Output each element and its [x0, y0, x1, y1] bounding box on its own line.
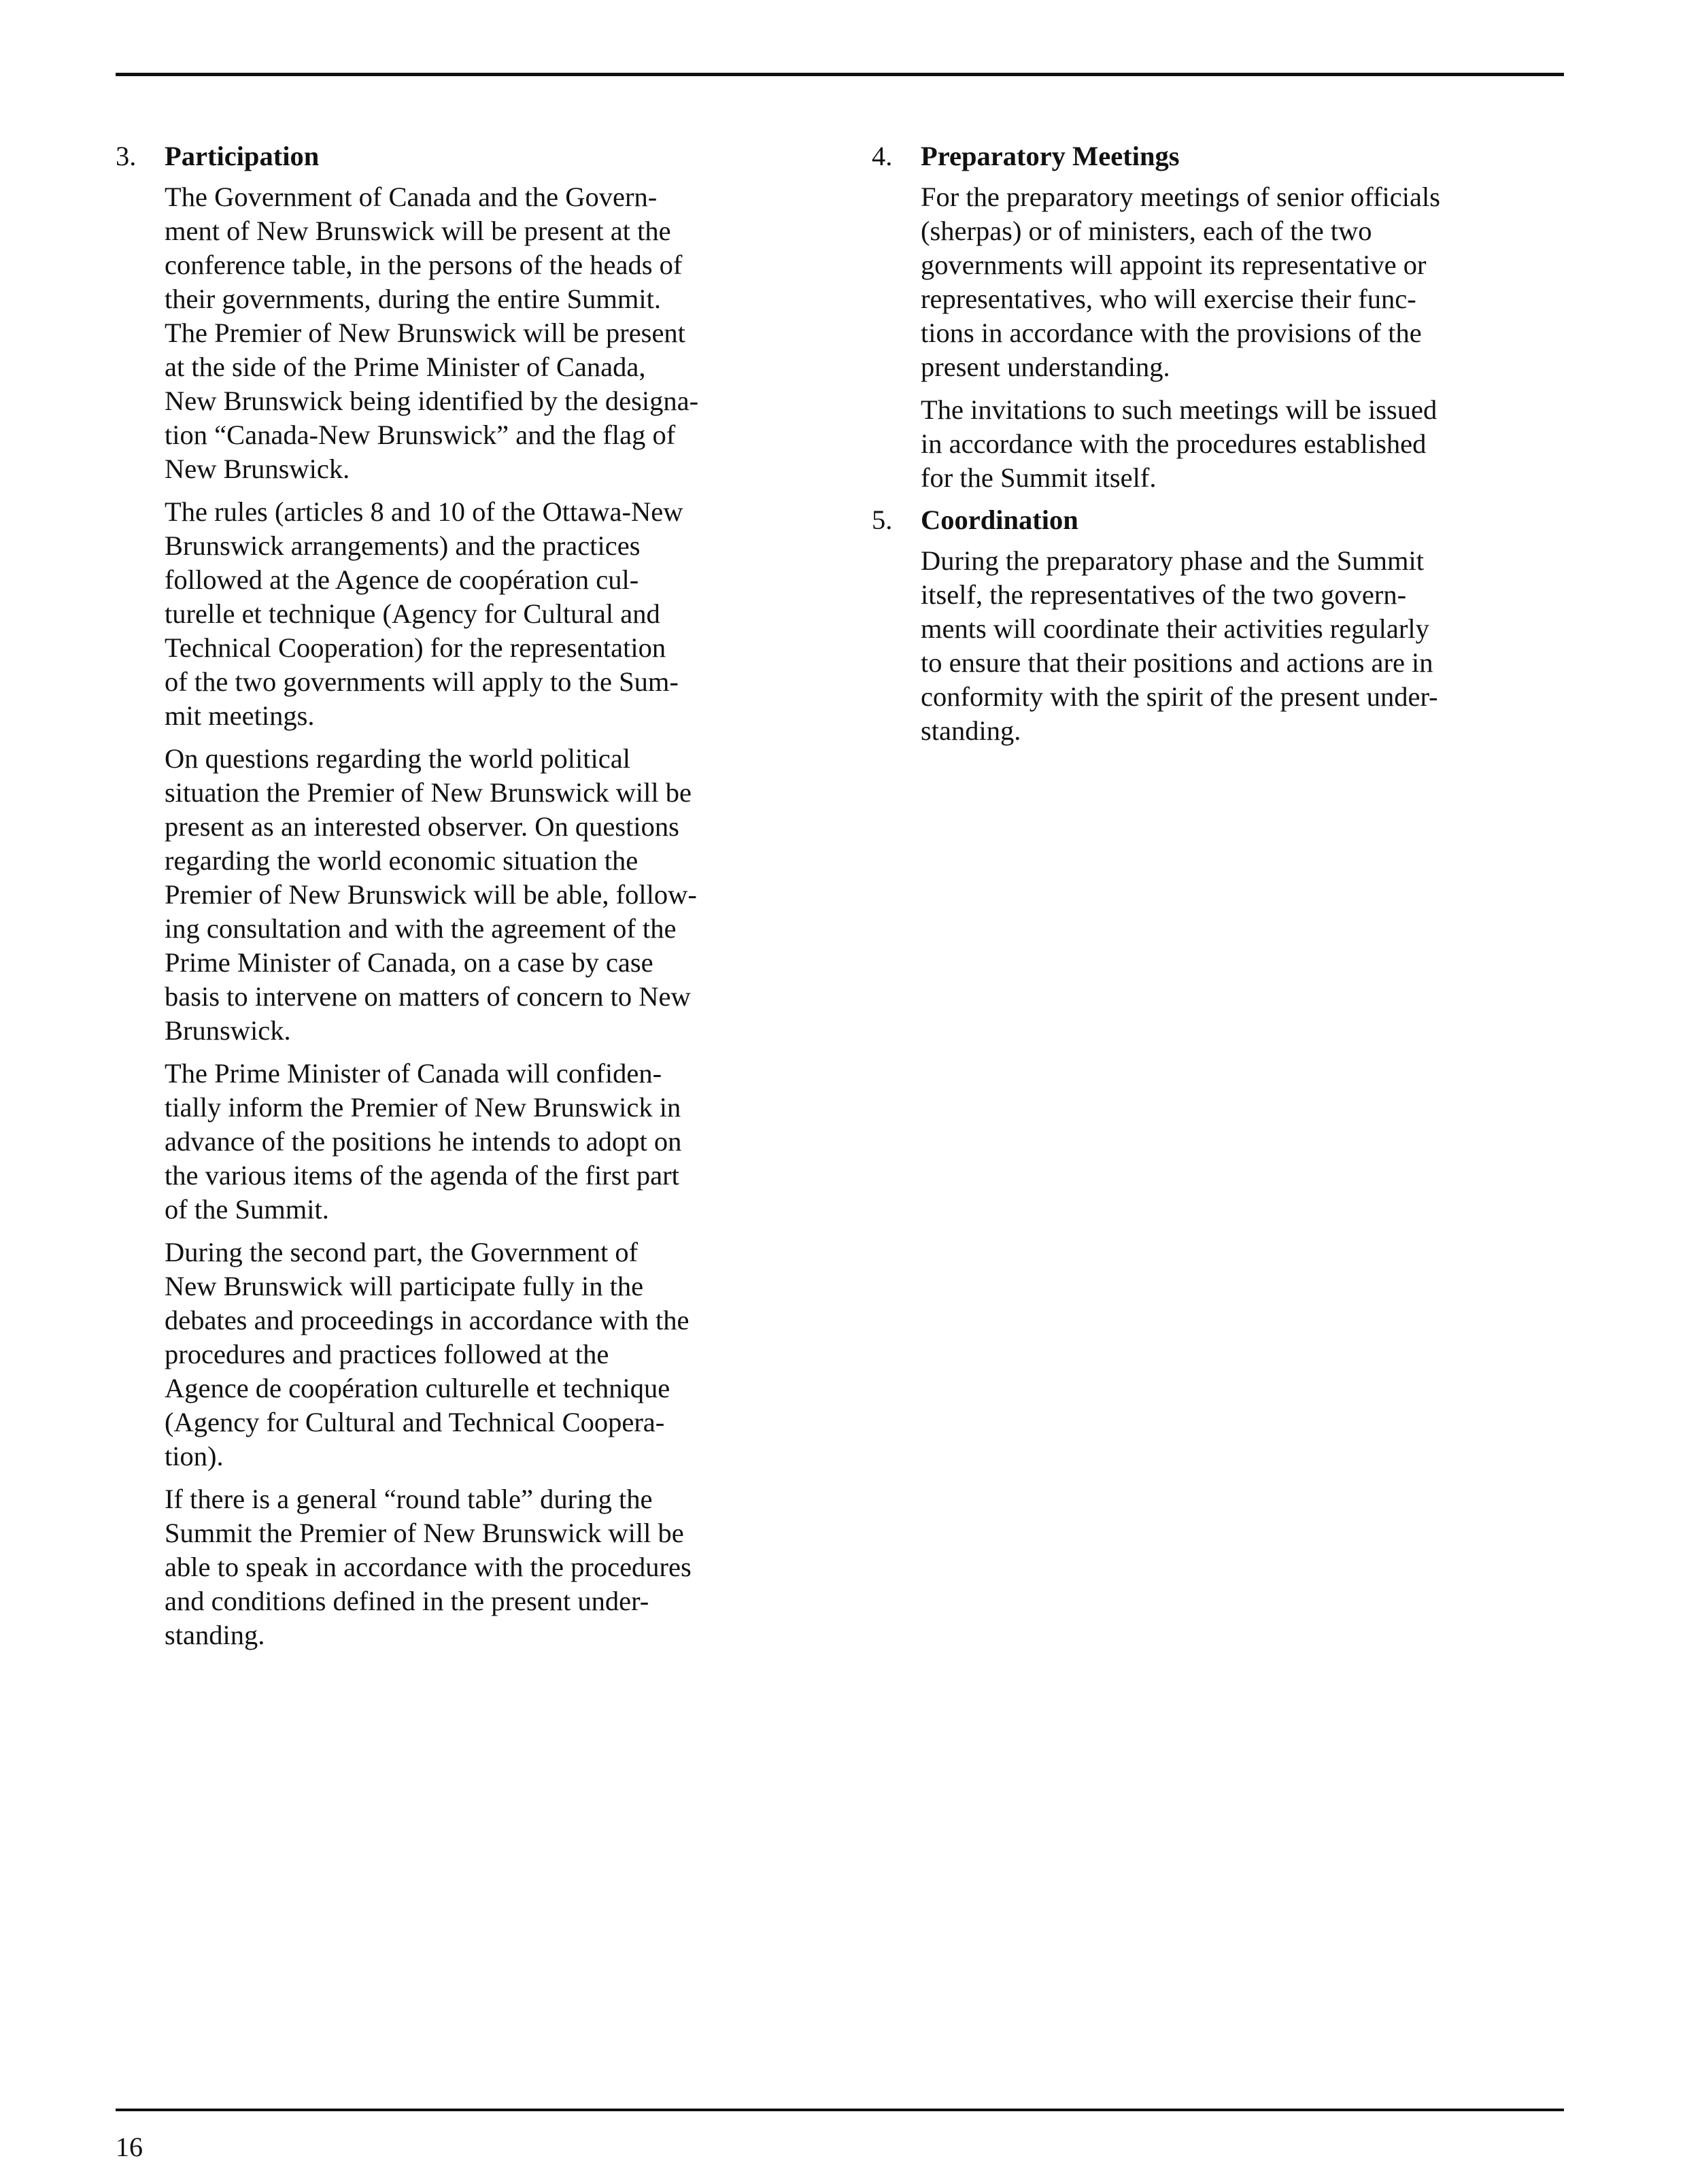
- paragraph: The rules (articles 8 and 10 of the Ottawa-New Brunswick arrangements) and the practices followed at the Agence de coopération cul- turelle et technique (Agency for Cultural and Technical Cooperation) for the representation of the two governments will apply to the Sum- mit meetings.: [165, 496, 683, 731]
- section-number: 4.: [872, 141, 893, 171]
- paragraph: For the preparatory meetings of senior officials (sherpas) or of ministers, each of the two governments will appoint its representative or representatives, who will exercise their func- tions in accordance with the provisions of the present understanding.: [921, 182, 1441, 382]
- right-column: [872, 139, 1565, 756]
- bottom-rule: [116, 2109, 1564, 2111]
- page-number: 16: [116, 2132, 143, 2162]
- section-heading: Preparatory Meetings: [921, 141, 1180, 171]
- paragraph: If there is a general “round table” during the Summit the Premier of New Brunswick will be able to speak in accordance with the procedures and conditions defined in the present under- standing.: [165, 1484, 692, 1650]
- top-rule: [116, 73, 1564, 76]
- paragraph: On questions regarding the world political situation the Premier of New Brunswick will be present as an interested observer. On questions regarding the world economic situation the Premier of New Brunswick will be able, follow- ing consultation and with the agreement of the Prime Minister of Canada, on a case by case basis to intervene on matters of concern to New Brunswick.: [165, 743, 697, 1046]
- paragraph: During the preparatory phase and the Summit itself, the representatives of the two govern- ments will coordinate their activities regularly to ensure that their positions and actions are in conformity with the spirit of the present under- standing.: [921, 545, 1438, 746]
- paragraph: During the second part, the Government of New Brunswick will participate fully in the debates and proceedings in accordance with the procedures and practices followed at the Agence de coopération culturelle et technique (Agency for Cultural and Technical Coopera- tion).: [165, 1237, 690, 1471]
- section-preparatory-meetings: [872, 139, 1565, 495]
- section-number: 5.: [872, 505, 893, 535]
- paragraph: The Prime Minister of Canada will confiden- tially inform the Premier of New Brunswick in advance of the positions he intends to adopt on the various items of the agenda of the first part of the Summit.: [165, 1058, 682, 1225]
- section-heading: Participation: [165, 141, 320, 171]
- section-heading: Coordination: [921, 505, 1078, 535]
- paragraph: The invitations to such meetings will be issued in accordance with the procedures established for the Summit itself.: [921, 394, 1437, 493]
- left-column: [116, 139, 802, 1660]
- section-participation: [116, 139, 802, 1652]
- section-coordination: [872, 503, 1565, 748]
- paragraph: The Government of Canada and the Govern- ment of New Brunswick will be present at the conference table, in the persons of the heads of their governments, during the entire Summit. The Premier of New Brunswick will be present at the side of the Prime Minister of Canada, New Brunswick being identified by the designa- tion “Canada-New Brunswick” and the flag of New Brunswick.: [165, 182, 699, 484]
- section-number: 3.: [116, 141, 137, 171]
